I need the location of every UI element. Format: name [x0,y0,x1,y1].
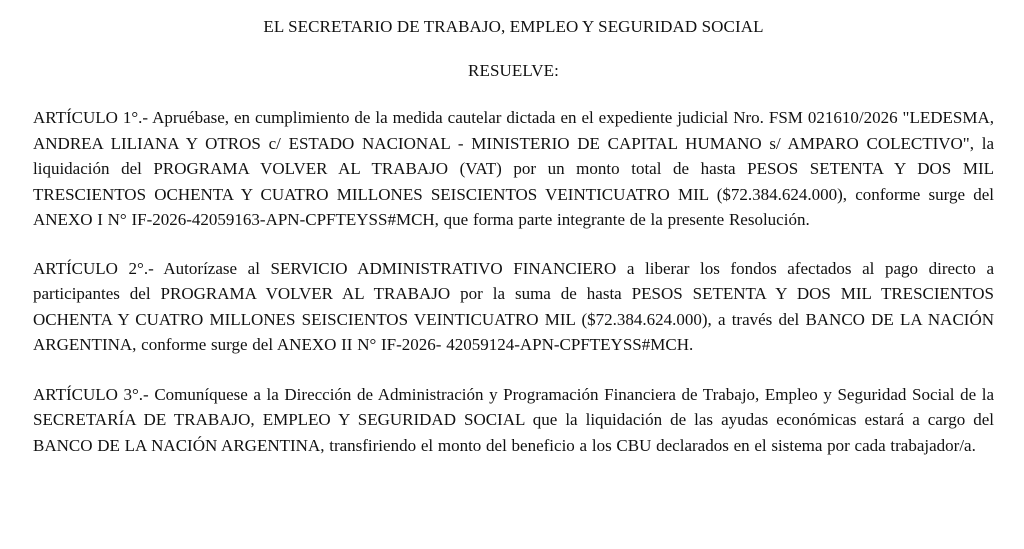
resuelve-heading: RESUELVE: [468,60,559,80]
document-title: EL SECRETARIO DE TRABAJO, EMPLEO Y SEGURIDAD SOCIAL [263,17,764,36]
article-3-paragraph: ARTÍCULO 3°.- Comuníquese a la Dirección de Administración y Programación Financiera de Trabajo, Empleo y Seguridad Social de la SECRETARÍA DE TRABAJO, EMPLEO Y SEGURIDAD SOCIAL que la liquidación de las ayudas económicas estará a cargo del BANCO DE LA NACIÓN ARGENTINA, transfiriendo el monto del beneficio a los CBU declarados en el sistema por cada trabajador/a. [33,384,994,455]
article-1-paragraph: ARTÍCULO 1°.- Apruébase, en cumplimiento de la medida cautelar dictada en el expediente judicial Nro. FSM 021610/2026 "LEDESMA, ANDREA LILIANA Y OTROS c/ ESTADO NACIONAL - MINISTERIO DE CAPITAL HUMANO s/ AMPARO COLECTIVO", la liquidación del PROGRAMA VOLVER AL TRABAJO (VAT) por un monto total de hasta PESOS SETENTA Y DOS MIL TRESCIENTOS OCHENTA Y CUATRO MILLONES SEISCIENTOS VEINTICUATRO MIL ($72.384.624.000), conforme surge del ANEXO I N° IF-2026-42059163-APN-CPFTEYSS#MCH, que forma parte integrante de la presente Resolución. [33,108,994,229]
article-2-paragraph: ARTÍCULO 2°.- Autorízase al SERVICIO ADMINISTRATIVO FINANCIERO a liberar los fondos afectados al pago directo a participantes del PROGRAMA VOLVER AL TRABAJO por la suma de hasta PESOS SETENTA Y DOS MIL TRESCIENTOS OCHENTA Y CUATRO MILLONES SEISCIENTOS VEINTICUATRO MIL ($72.384.624.000), a través del BANCO DE LA NACIÓN ARGENTINA, conforme surge del ANEXO II N° IF-2026- 42059124-APN-CPFTEYSS#MCH. [33,258,994,354]
